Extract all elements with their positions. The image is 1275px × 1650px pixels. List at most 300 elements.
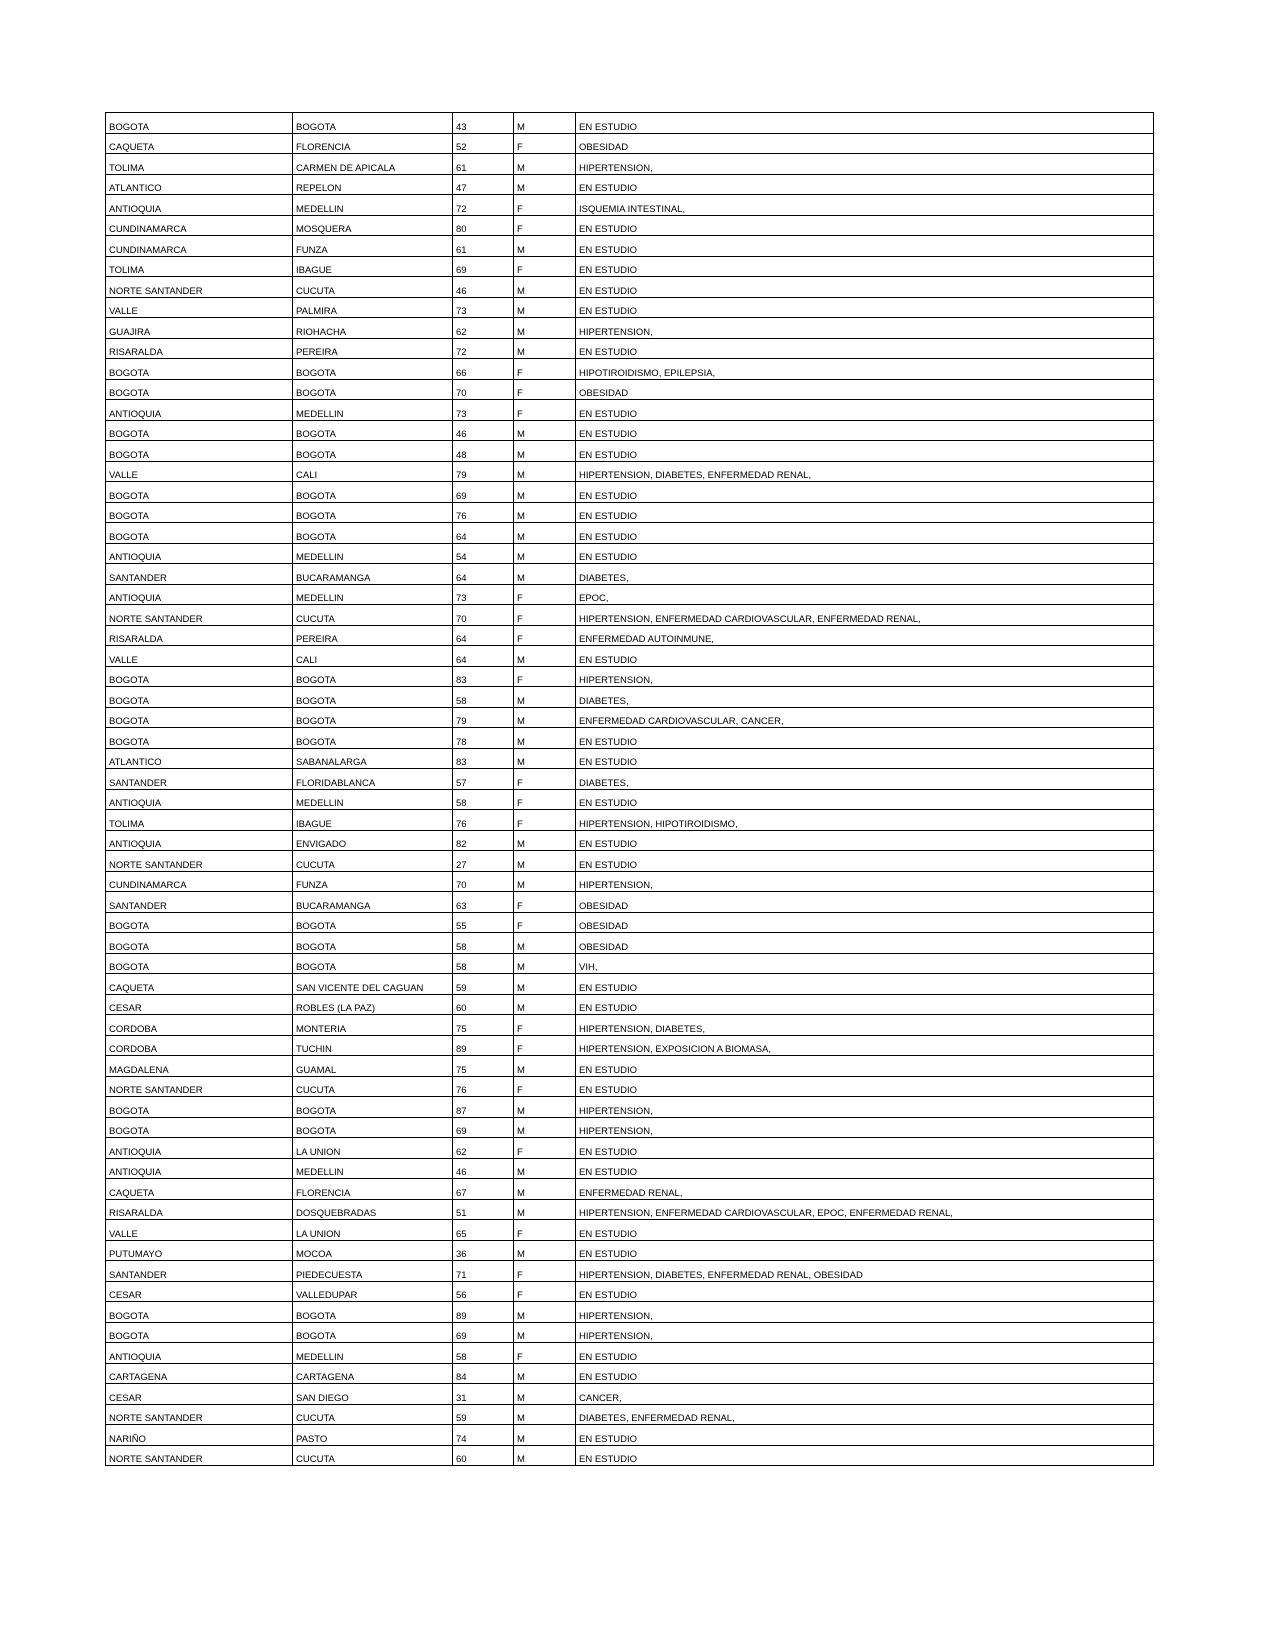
department-cell: PUTUMAYO (106, 1240, 293, 1261)
condition-cell: DIABETES, (576, 687, 1154, 708)
age-cell: 64 (453, 523, 514, 544)
city-cell: FLORIDABLANCA (293, 769, 453, 790)
city-cell: BOGOTA (293, 687, 453, 708)
sex-cell: M (514, 1404, 576, 1425)
age-cell: 58 (453, 933, 514, 954)
sex-cell: F (514, 810, 576, 831)
city-cell: VALLEDUPAR (293, 1281, 453, 1302)
department-cell: SANTANDER (106, 1261, 293, 1282)
age-cell: 89 (453, 1035, 514, 1056)
city-cell: MONTERIA (293, 1015, 453, 1036)
city-cell: MEDELLIN (293, 1343, 453, 1364)
table-row (106, 584, 1154, 605)
city-cell: MEDELLIN (293, 543, 453, 564)
department-cell: VALLE (106, 297, 293, 318)
age-cell: 60 (453, 994, 514, 1015)
city-cell: MOCOA (293, 1240, 453, 1261)
condition-cell: EN ESTUDIO (576, 543, 1154, 564)
table-row (106, 236, 1154, 257)
department-cell: TOLIMA (106, 154, 293, 175)
table-row (106, 154, 1154, 175)
table-row (106, 687, 1154, 708)
condition-cell: CANCER, (576, 1384, 1154, 1405)
condition-cell: EN ESTUDIO (576, 420, 1154, 441)
city-cell: FUNZA (293, 236, 453, 257)
table-row (106, 502, 1154, 523)
sex-cell: F (514, 605, 576, 626)
condition-cell: HIPERTENSION, DIABETES, ENFERMEDAD RENAL, OBESIDAD (576, 1261, 1154, 1282)
city-cell: MOSQUERA (293, 215, 453, 236)
age-cell: 36 (453, 1240, 514, 1261)
table-row (106, 1199, 1154, 1220)
age-cell: 83 (453, 748, 514, 769)
condition-cell: EN ESTUDIO (576, 1220, 1154, 1241)
table-row (106, 769, 1154, 790)
age-cell: 57 (453, 769, 514, 790)
department-cell: BOGOTA (106, 1302, 293, 1323)
city-cell: BOGOTA (293, 379, 453, 400)
table-row (106, 789, 1154, 810)
sex-cell: M (514, 113, 576, 134)
age-cell: 46 (453, 1158, 514, 1179)
city-cell: ROBLES (LA PAZ) (293, 994, 453, 1015)
department-cell: TOLIMA (106, 256, 293, 277)
age-cell: 73 (453, 584, 514, 605)
department-cell: CORDOBA (106, 1015, 293, 1036)
city-cell: SABANALARGA (293, 748, 453, 769)
table-row (106, 994, 1154, 1015)
age-cell: 87 (453, 1097, 514, 1118)
condition-cell: EN ESTUDIO (576, 113, 1154, 134)
city-cell: MEDELLIN (293, 400, 453, 421)
table-row (106, 1220, 1154, 1241)
condition-cell: HIPERTENSION, (576, 154, 1154, 175)
city-cell: FUNZA (293, 871, 453, 892)
condition-cell: ISQUEMIA INTESTINAL, (576, 195, 1154, 216)
sex-cell: M (514, 420, 576, 441)
age-cell: 54 (453, 543, 514, 564)
city-cell: PASTO (293, 1425, 453, 1446)
sex-cell: F (514, 400, 576, 421)
sex-cell: F (514, 1281, 576, 1302)
sex-cell: F (514, 584, 576, 605)
sex-cell: M (514, 482, 576, 503)
city-cell: IBAGUE (293, 256, 453, 277)
condition-cell: DIABETES, (576, 564, 1154, 585)
condition-cell: EN ESTUDIO (576, 174, 1154, 195)
table-row (106, 1138, 1154, 1159)
department-cell: BOGOTA (106, 379, 293, 400)
age-cell: 84 (453, 1363, 514, 1384)
city-cell: MEDELLIN (293, 584, 453, 605)
sex-cell: F (514, 892, 576, 913)
city-cell: DOSQUEBRADAS (293, 1199, 453, 1220)
table-row (106, 1404, 1154, 1425)
department-cell: BOGOTA (106, 523, 293, 544)
age-cell: 58 (453, 1343, 514, 1364)
table-row (106, 297, 1154, 318)
age-cell: 48 (453, 441, 514, 462)
city-cell: CUCUTA (293, 1445, 453, 1466)
condition-cell: EN ESTUDIO (576, 256, 1154, 277)
sex-cell: M (514, 728, 576, 749)
sex-cell: M (514, 1179, 576, 1200)
condition-cell: EN ESTUDIO (576, 297, 1154, 318)
age-cell: 89 (453, 1302, 514, 1323)
sex-cell: M (514, 851, 576, 872)
city-cell: CARMEN DE APICALA (293, 154, 453, 175)
condition-cell: HIPERTENSION, DIABETES, ENFERMEDAD RENAL, (576, 461, 1154, 482)
sex-cell: M (514, 277, 576, 298)
city-cell: BOGOTA (293, 523, 453, 544)
sex-cell: M (514, 441, 576, 462)
condition-cell: EN ESTUDIO (576, 994, 1154, 1015)
sex-cell: F (514, 1076, 576, 1097)
city-cell: BOGOTA (293, 912, 453, 933)
city-cell: PEREIRA (293, 338, 453, 359)
department-cell: CESAR (106, 1384, 293, 1405)
condition-cell: EPOC, (576, 584, 1154, 605)
condition-cell: EN ESTUDIO (576, 646, 1154, 667)
age-cell: 64 (453, 646, 514, 667)
city-cell: BOGOTA (293, 728, 453, 749)
age-cell: 59 (453, 1404, 514, 1425)
city-cell: FLORENCIA (293, 133, 453, 154)
age-cell: 74 (453, 1425, 514, 1446)
table-row (106, 256, 1154, 277)
age-cell: 80 (453, 215, 514, 236)
data-table-body (106, 113, 1154, 1466)
table-row (106, 400, 1154, 421)
city-cell: BOGOTA (293, 1302, 453, 1323)
condition-cell: EN ESTUDIO (576, 974, 1154, 995)
condition-cell: VIH, (576, 953, 1154, 974)
condition-cell: HIPERTENSION, EXPOSICION A BIOMASA, (576, 1035, 1154, 1056)
department-cell: NORTE SANTANDER (106, 1445, 293, 1466)
city-cell: LA UNION (293, 1138, 453, 1159)
condition-cell: EN ESTUDIO (576, 277, 1154, 298)
age-cell: 71 (453, 1261, 514, 1282)
city-cell: MEDELLIN (293, 789, 453, 810)
department-cell: RISARALDA (106, 1199, 293, 1220)
condition-cell: EN ESTUDIO (576, 1425, 1154, 1446)
age-cell: 69 (453, 482, 514, 503)
sex-cell: M (514, 646, 576, 667)
condition-cell: EN ESTUDIO (576, 1240, 1154, 1261)
condition-cell: HIPERTENSION, (576, 666, 1154, 687)
age-cell: 83 (453, 666, 514, 687)
condition-cell: HIPERTENSION, (576, 1322, 1154, 1343)
table-row (106, 871, 1154, 892)
sex-cell: M (514, 748, 576, 769)
city-cell: IBAGUE (293, 810, 453, 831)
condition-cell: EN ESTUDIO (576, 1076, 1154, 1097)
age-cell: 66 (453, 359, 514, 380)
city-cell: BOGOTA (293, 1097, 453, 1118)
sex-cell: M (514, 1240, 576, 1261)
sex-cell: M (514, 174, 576, 195)
sex-cell: M (514, 1302, 576, 1323)
table-row (106, 113, 1154, 134)
sex-cell: M (514, 707, 576, 728)
department-cell: BOGOTA (106, 707, 293, 728)
condition-cell: EN ESTUDIO (576, 1445, 1154, 1466)
age-cell: 43 (453, 113, 514, 134)
department-cell: ANTIOQUIA (106, 543, 293, 564)
department-cell: CAQUETA (106, 133, 293, 154)
condition-cell: EN ESTUDIO (576, 830, 1154, 851)
age-cell: 46 (453, 277, 514, 298)
city-cell: BOGOTA (293, 113, 453, 134)
department-cell: ANTIOQUIA (106, 830, 293, 851)
age-cell: 60 (453, 1445, 514, 1466)
data-table (105, 112, 1154, 1466)
sex-cell: F (514, 1035, 576, 1056)
sex-cell: M (514, 236, 576, 257)
department-cell: CUNDINAMARCA (106, 236, 293, 257)
age-cell: 55 (453, 912, 514, 933)
age-cell: 72 (453, 338, 514, 359)
department-cell: NORTE SANTANDER (106, 1404, 293, 1425)
table-row (106, 933, 1154, 954)
condition-cell: EN ESTUDIO (576, 1343, 1154, 1364)
sex-cell: M (514, 830, 576, 851)
condition-cell: EN ESTUDIO (576, 236, 1154, 257)
age-cell: 76 (453, 810, 514, 831)
department-cell: CAQUETA (106, 974, 293, 995)
city-cell: BOGOTA (293, 359, 453, 380)
department-cell: CARTAGENA (106, 1363, 293, 1384)
city-cell: SAN VICENTE DEL CAGUAN (293, 974, 453, 995)
table-row (106, 1363, 1154, 1384)
city-cell: CUCUTA (293, 277, 453, 298)
table-row (106, 1281, 1154, 1302)
age-cell: 59 (453, 974, 514, 995)
age-cell: 64 (453, 625, 514, 646)
age-cell: 64 (453, 564, 514, 585)
table-row (106, 1343, 1154, 1364)
age-cell: 76 (453, 1076, 514, 1097)
age-cell: 76 (453, 502, 514, 523)
table-row (106, 974, 1154, 995)
city-cell: BOGOTA (293, 1117, 453, 1138)
department-cell: NARIÑO (106, 1425, 293, 1446)
table-row (106, 564, 1154, 585)
table-row (106, 523, 1154, 544)
age-cell: 78 (453, 728, 514, 749)
table-row (106, 482, 1154, 503)
sex-cell: M (514, 1097, 576, 1118)
table-row (106, 441, 1154, 462)
department-cell: NORTE SANTANDER (106, 605, 293, 626)
age-cell: 46 (453, 420, 514, 441)
sex-cell: M (514, 1384, 576, 1405)
city-cell: BOGOTA (293, 953, 453, 974)
sex-cell: F (514, 1015, 576, 1036)
city-cell: PIEDECUESTA (293, 1261, 453, 1282)
sex-cell: F (514, 789, 576, 810)
department-cell: CAQUETA (106, 1179, 293, 1200)
sex-cell: M (514, 543, 576, 564)
age-cell: 70 (453, 871, 514, 892)
table-row (106, 1179, 1154, 1200)
condition-cell: EN ESTUDIO (576, 1056, 1154, 1077)
table-row (106, 1117, 1154, 1138)
table-row (106, 1425, 1154, 1446)
table-row (106, 277, 1154, 298)
city-cell: LA UNION (293, 1220, 453, 1241)
age-cell: 75 (453, 1015, 514, 1036)
sex-cell: F (514, 1261, 576, 1282)
department-cell: BOGOTA (106, 1097, 293, 1118)
city-cell: BOGOTA (293, 420, 453, 441)
department-cell: MAGDALENA (106, 1056, 293, 1077)
table-row (106, 666, 1154, 687)
condition-cell: ENFERMEDAD RENAL, (576, 1179, 1154, 1200)
table-row (106, 1076, 1154, 1097)
age-cell: 58 (453, 953, 514, 974)
city-cell: BOGOTA (293, 1322, 453, 1343)
department-cell: RISARALDA (106, 625, 293, 646)
sex-cell: M (514, 297, 576, 318)
age-cell: 52 (453, 133, 514, 154)
condition-cell: OBESIDAD (576, 133, 1154, 154)
condition-cell: HIPERTENSION, ENFERMEDAD CARDIOVASCULAR, ENFERMEDAD RENAL, (576, 605, 1154, 626)
age-cell: 73 (453, 297, 514, 318)
sex-cell: M (514, 1117, 576, 1138)
table-row (106, 420, 1154, 441)
table-row (106, 174, 1154, 195)
department-cell: VALLE (106, 1220, 293, 1241)
city-cell: CUCUTA (293, 605, 453, 626)
department-cell: ATLANTICO (106, 174, 293, 195)
sex-cell: M (514, 933, 576, 954)
age-cell: 61 (453, 236, 514, 257)
age-cell: 69 (453, 1117, 514, 1138)
condition-cell: EN ESTUDIO (576, 728, 1154, 749)
condition-cell: OBESIDAD (576, 379, 1154, 400)
department-cell: BOGOTA (106, 666, 293, 687)
city-cell: TUCHIN (293, 1035, 453, 1056)
department-cell: GUAJIRA (106, 318, 293, 339)
table-row (106, 1097, 1154, 1118)
table-row (106, 728, 1154, 749)
age-cell: 70 (453, 379, 514, 400)
condition-cell: HIPOTIROIDISMO, EPILEPSIA, (576, 359, 1154, 380)
table-row (106, 359, 1154, 380)
department-cell: CORDOBA (106, 1035, 293, 1056)
sex-cell: M (514, 1322, 576, 1343)
condition-cell: OBESIDAD (576, 892, 1154, 913)
department-cell: ANTIOQUIA (106, 1138, 293, 1159)
table-row (106, 543, 1154, 564)
condition-cell: DIABETES, ENFERMEDAD RENAL, (576, 1404, 1154, 1425)
city-cell: BUCARAMANGA (293, 564, 453, 585)
department-cell: RISARALDA (106, 338, 293, 359)
table-row (106, 625, 1154, 646)
sex-cell: M (514, 1158, 576, 1179)
department-cell: CESAR (106, 994, 293, 1015)
department-cell: BOGOTA (106, 933, 293, 954)
table-row (106, 1261, 1154, 1282)
sex-cell: F (514, 769, 576, 790)
department-cell: ANTIOQUIA (106, 584, 293, 605)
sex-cell: F (514, 625, 576, 646)
city-cell: CUCUTA (293, 1404, 453, 1425)
sex-cell: M (514, 1199, 576, 1220)
age-cell: 61 (453, 154, 514, 175)
sex-cell: M (514, 994, 576, 1015)
age-cell: 75 (453, 1056, 514, 1077)
condition-cell: EN ESTUDIO (576, 441, 1154, 462)
age-cell: 27 (453, 851, 514, 872)
table-row (106, 1445, 1154, 1466)
table-row (106, 1384, 1154, 1405)
table-row (106, 1302, 1154, 1323)
table-row (106, 1056, 1154, 1077)
condition-cell: OBESIDAD (576, 912, 1154, 933)
department-cell: BOGOTA (106, 687, 293, 708)
table-row (106, 1240, 1154, 1261)
city-cell: BUCARAMANGA (293, 892, 453, 913)
city-cell: REPELON (293, 174, 453, 195)
condition-cell: EN ESTUDIO (576, 482, 1154, 503)
sex-cell: M (514, 338, 576, 359)
age-cell: 65 (453, 1220, 514, 1241)
condition-cell: EN ESTUDIO (576, 789, 1154, 810)
department-cell: BOGOTA (106, 420, 293, 441)
condition-cell: EN ESTUDIO (576, 1158, 1154, 1179)
age-cell: 79 (453, 707, 514, 728)
department-cell: SANTANDER (106, 769, 293, 790)
city-cell: BOGOTA (293, 482, 453, 503)
department-cell: SANTANDER (106, 564, 293, 585)
table-row (106, 461, 1154, 482)
table-row (106, 195, 1154, 216)
condition-cell: HIPERTENSION, (576, 1117, 1154, 1138)
sex-cell: M (514, 1363, 576, 1384)
table-row (106, 379, 1154, 400)
age-cell: 67 (453, 1179, 514, 1200)
sex-cell: F (514, 912, 576, 933)
department-cell: BOGOTA (106, 359, 293, 380)
condition-cell: EN ESTUDIO (576, 502, 1154, 523)
table-row (106, 215, 1154, 236)
city-cell: BOGOTA (293, 666, 453, 687)
age-cell: 72 (453, 195, 514, 216)
condition-cell: EN ESTUDIO (576, 338, 1154, 359)
age-cell: 62 (453, 318, 514, 339)
city-cell: CALI (293, 646, 453, 667)
table-row (106, 1035, 1154, 1056)
age-cell: 79 (453, 461, 514, 482)
city-cell: MEDELLIN (293, 195, 453, 216)
condition-cell: EN ESTUDIO (576, 748, 1154, 769)
sex-cell: M (514, 953, 576, 974)
table-row (106, 1322, 1154, 1343)
sex-cell: F (514, 1343, 576, 1364)
age-cell: 62 (453, 1138, 514, 1159)
age-cell: 47 (453, 174, 514, 195)
table-row (106, 707, 1154, 728)
department-cell: ATLANTICO (106, 748, 293, 769)
age-cell: 31 (453, 1384, 514, 1405)
table-row (106, 338, 1154, 359)
department-cell: NORTE SANTANDER (106, 851, 293, 872)
city-cell: PEREIRA (293, 625, 453, 646)
table-row (106, 810, 1154, 831)
age-cell: 70 (453, 605, 514, 626)
